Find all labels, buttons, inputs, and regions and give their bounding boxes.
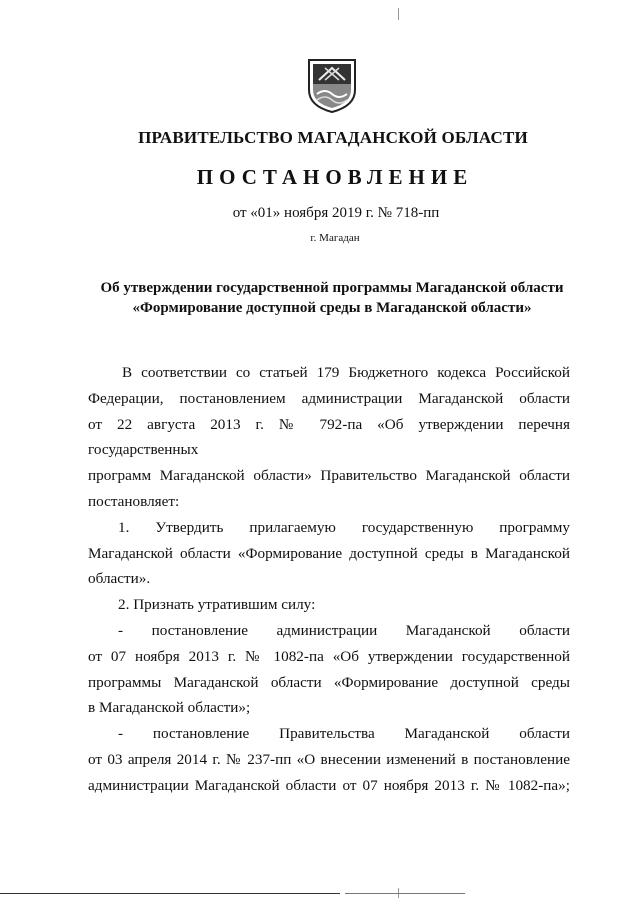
body-line: от 22 августа 2013 г. № 792-па «Об утверждении перечня государственных (88, 415, 570, 459)
body-line: 2. Признать утратившим силу: (118, 596, 316, 614)
body-line: программы Магаданской области «Формирование доступной среды (88, 673, 570, 691)
document-subject (84, 278, 580, 318)
scan-artifact (398, 8, 399, 20)
body-line: области». (88, 570, 151, 588)
date-number: от «01» ноября 2019 г. № 718-пп (232, 205, 440, 221)
footer-rule (345, 893, 465, 894)
subject-line: Об утверждении государственной программы Магаданской области (100, 280, 564, 296)
body-line: от 03 апреля 2014 г. № 237-пп «О внесении изменений в постановление (88, 750, 570, 768)
body-line: - постановление Правительства Магаданской области (118, 725, 570, 743)
coat-of-arms-icon (305, 58, 359, 114)
body-line: программ Магаданской области» Правительство Магаданской области (88, 467, 570, 485)
footer-rule (0, 893, 340, 894)
subject-line: «Формирование доступной среды в Магаданской области» (132, 300, 532, 316)
body-line: администрации Магаданской области от 07 ноября 2013 г. № 1082-па»; (88, 776, 570, 794)
body-line: Федерации, постановлением администрации Магаданской области (88, 389, 570, 407)
document-type: ПОСТАНОВЛЕНИЕ (196, 165, 474, 189)
government-title: ПРАВИТЕЛЬСТВО МАГАДАНСКОЙ ОБЛАСТИ (138, 128, 528, 147)
body-line: постановляет: (88, 492, 180, 510)
body-line: 1. Утвердить прилагаемую государственную программу (118, 518, 570, 536)
body-line: - постановление администрации Магаданской области (118, 621, 570, 639)
city-name: г. Магадан (310, 232, 360, 244)
body-line: от 07 ноября 2013 г. № 1082-па «Об утверждении государственной (88, 647, 570, 665)
body-line: Магаданской области «Формирование доступной среды в Магаданской (88, 544, 570, 562)
body-line: В соответствии со статьей 179 Бюджетного кодекса Российской (122, 364, 570, 381)
document-body (88, 360, 570, 799)
body-line: в Магаданской области»; (88, 699, 251, 717)
